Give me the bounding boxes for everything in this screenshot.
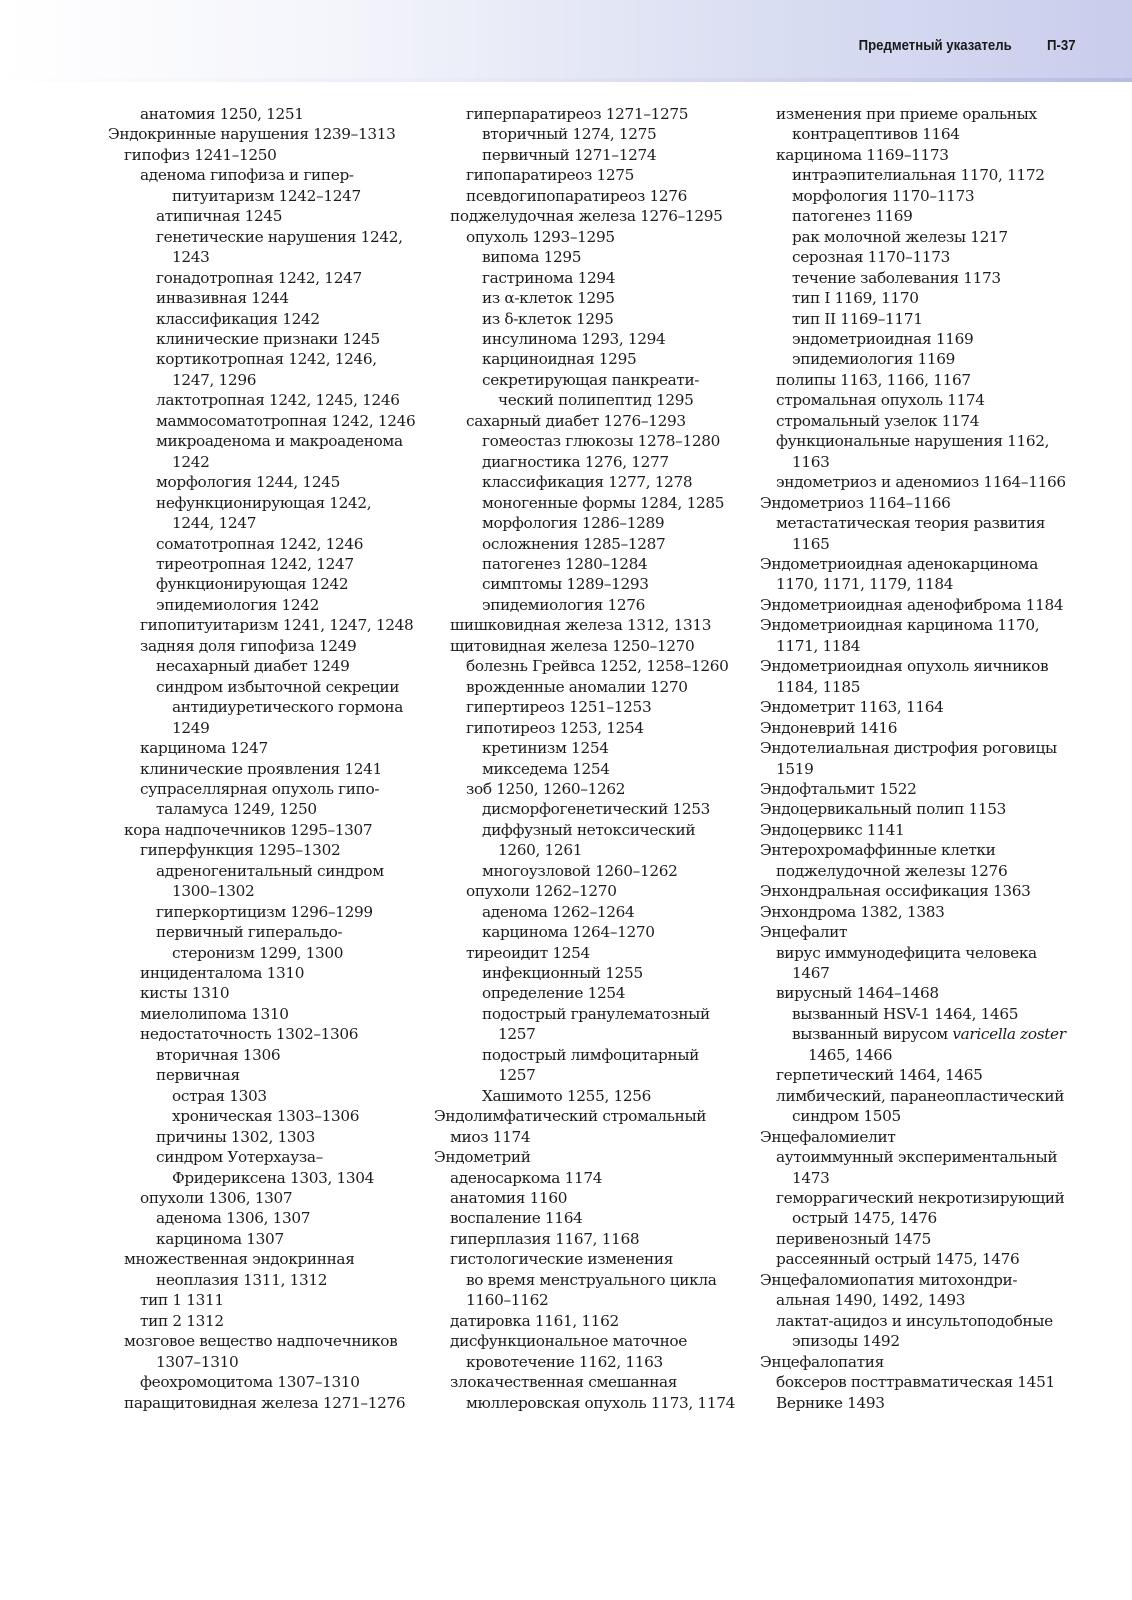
index-entry: эндометриоидная 1169 xyxy=(792,329,974,348)
index-entry: Хашимото 1255, 1256 xyxy=(482,1086,652,1105)
index-entry: дисфункциональное маточное xyxy=(450,1332,687,1351)
index-heading: Энтерохромаффинные клетки xyxy=(760,841,996,860)
index-entry: клинические проявления 1241 xyxy=(140,759,382,778)
page-number: П-37 xyxy=(1047,36,1076,54)
index-entry: морфология 1286–1289 xyxy=(482,514,665,533)
index-entry: карциноидная 1295 xyxy=(482,350,637,369)
index-entry: перивенозный 1475 xyxy=(776,1229,932,1248)
index-entry: метастатическая теория развития xyxy=(776,514,1046,533)
index-entry: гипертиреоз 1251–1253 xyxy=(466,698,652,717)
index-entry: нефункционирующая 1242, xyxy=(156,493,372,512)
index-entry: гипофиз 1241–1250 xyxy=(124,145,277,164)
index-entry: морфология 1244, 1245 xyxy=(156,473,340,492)
index-entry: микроаденома и макроаденома xyxy=(156,432,403,451)
index-entry: кисты 1310 xyxy=(140,984,230,1003)
index-column-3 xyxy=(760,104,1106,1413)
index-entry: стромальная опухоль 1174 xyxy=(776,391,985,410)
index-entry: гомеостаз глюкозы 1278–1280 xyxy=(482,432,720,451)
index-entry: гиперплазия 1167, 1168 xyxy=(450,1229,640,1248)
index-entry: гипопитуитаризм 1241, 1247, 1248 xyxy=(140,616,414,635)
index-entry: вторичный 1274, 1275 xyxy=(482,125,657,144)
index-entry: изменения при приеме оральных xyxy=(776,105,1037,123)
index-entry: 1249 xyxy=(172,718,210,737)
index-entry: рак молочной железы 1217 xyxy=(792,227,1008,246)
index-heading: Эндометриоидная аденофиброма 1184 xyxy=(760,595,1064,614)
index-entry: 1184, 1185 xyxy=(776,677,861,696)
index-entry: 1465, 1466 xyxy=(808,1045,893,1064)
index-entry: 1247, 1296 xyxy=(172,370,257,389)
index-entry: функциональные нарушения 1162, xyxy=(776,432,1050,451)
index-entry: осложнения 1285–1287 xyxy=(482,534,666,553)
index-entry: стеронизм 1299, 1300 xyxy=(172,943,344,962)
index-entry: патогенез 1280–1284 xyxy=(482,554,648,573)
index-entry: недостаточность 1302–1306 xyxy=(140,1025,359,1044)
index-entry: эпидемиология 1242 xyxy=(156,595,320,614)
index-entry: вторичная 1306 xyxy=(156,1045,281,1064)
index-entry: кровотечение 1162, 1163 xyxy=(466,1352,663,1371)
index-entry: воспаление 1164 xyxy=(450,1209,583,1228)
index-entry: опухоли 1306, 1307 xyxy=(140,1189,293,1208)
index-entry: из δ-клеток 1295 xyxy=(482,309,614,328)
index-entry: опухоль 1293–1295 xyxy=(466,227,615,246)
index-heading: Эндоневрий 1416 xyxy=(760,718,898,737)
index-entry: тип 1 1311 xyxy=(140,1291,224,1310)
index-heading: Энцефаломиопатия митохондри- xyxy=(760,1270,1018,1289)
index-entry: вирусный 1464–1468 xyxy=(776,984,939,1003)
index-entry: супраселлярная опухоль гипо- xyxy=(140,779,380,798)
index-entry: многоузловой 1260–1262 xyxy=(482,861,678,880)
index-entry: поджелудочной железы 1276 xyxy=(776,861,1008,880)
index-entry: мюллеровская опухоль 1173, 1174 xyxy=(466,1393,735,1412)
index-entry: патогенез 1169 xyxy=(792,207,913,226)
index-entry: множественная эндокринная xyxy=(124,1250,355,1269)
index-entry: диффузный нетоксический xyxy=(482,820,696,839)
index-entry: поджелудочная железа 1276–1295 xyxy=(450,207,723,226)
index-entry: сахарный диабет 1276–1293 xyxy=(466,411,686,430)
index-entry: 1467 xyxy=(792,964,830,983)
index-entry: тиреотропная 1242, 1247 xyxy=(156,554,354,573)
index-entry: синдром избыточной секреции xyxy=(156,677,400,696)
index-heading: Эндометриоз 1164–1166 xyxy=(760,493,951,512)
index-entry: 1257 xyxy=(498,1025,536,1044)
index-entry: клинические признаки 1245 xyxy=(156,329,380,348)
index-entry: боксеров посттравматическая 1451 xyxy=(776,1373,1055,1392)
index-entry: миоз 1174 xyxy=(450,1127,531,1146)
index-entry: моногенные формы 1284, 1285 xyxy=(482,493,725,512)
index-entry: инсулинома 1293, 1294 xyxy=(482,329,666,348)
index-entry: секретирующая панкреати- xyxy=(482,370,700,389)
index-entry: карцинома 1247 xyxy=(140,739,268,758)
index-entry: эндометриоз и аденомиоз 1164–1166 xyxy=(776,473,1066,492)
index-entry: симптомы 1289–1293 xyxy=(482,575,649,594)
page-header xyxy=(859,33,1076,57)
index-entry: таламуса 1249, 1250 xyxy=(156,800,317,819)
index-entry: врожденные аномалии 1270 xyxy=(466,677,688,696)
index-entry: контрацептивов 1164 xyxy=(792,125,960,144)
index-entry: гонадотропная 1242, 1247 xyxy=(156,268,362,287)
index-entry: эпидемиология 1169 xyxy=(792,350,956,369)
index-entry: маммосоматотропная 1242, 1246 xyxy=(156,411,416,430)
index-entry: 1257 xyxy=(498,1066,536,1085)
index-entry: адреногенитальный синдром xyxy=(156,861,384,880)
index-entry: антидиуретического гормона xyxy=(172,698,404,717)
index-entry: стромальный узелок 1174 xyxy=(776,411,980,430)
index-entry: гастринома 1294 xyxy=(482,268,616,287)
index-entry: кора надпочечников 1295–1307 xyxy=(124,820,373,839)
index-entry: шишковидная железа 1312, 1313 xyxy=(450,616,712,635)
index-entry: атипичная 1245 xyxy=(156,207,283,226)
index-entry: эпидемиология 1276 xyxy=(482,595,646,614)
index-entry: 1244, 1247 xyxy=(172,514,257,533)
index-entry: неоплазия 1311, 1312 xyxy=(156,1270,328,1289)
index-heading: Эндометриоидная опухоль яичников xyxy=(760,657,1049,676)
index-entry: причины 1302, 1303 xyxy=(156,1127,316,1146)
index-entry: 1300–1302 xyxy=(172,882,255,901)
index-entry: диагностика 1276, 1277 xyxy=(482,452,669,471)
index-entry: 1307–1310 xyxy=(156,1352,239,1371)
index-entry: випома 1295 xyxy=(482,248,582,267)
index-entry: 1243 xyxy=(172,248,210,267)
index-entry: 1171, 1184 xyxy=(776,636,861,655)
index-entry: инциденталома 1310 xyxy=(140,964,305,983)
index-entry: Фридериксена 1303, 1304 xyxy=(172,1168,375,1187)
index-entry: определение 1254 xyxy=(482,984,626,1003)
index-entry: эпизоды 1492 xyxy=(792,1332,900,1351)
index-entry: первичная xyxy=(156,1066,240,1085)
index-entry: ческий полипептид 1295 xyxy=(498,391,694,410)
index-entry: миелолипома 1310 xyxy=(140,1004,289,1023)
index-entry: серозная 1170–1173 xyxy=(792,248,950,267)
index-entry: течение заболевания 1173 xyxy=(792,268,1001,287)
header-divider xyxy=(0,78,1132,82)
index-entry: аденосаркома 1174 xyxy=(450,1168,603,1187)
index-entry: щитовидная железа 1250–1270 xyxy=(450,636,695,655)
index-entry: болезнь Грейвса 1252, 1258–1260 xyxy=(466,657,729,676)
index-heading: Энцефалит xyxy=(760,923,848,942)
index-entry: первичный гиперальдо- xyxy=(156,923,343,942)
index-entry: Вернике 1493 xyxy=(776,1393,885,1412)
index-heading: Эндометрит 1163, 1164 xyxy=(760,698,944,717)
index-entry: альная 1490, 1492, 1493 xyxy=(776,1291,966,1310)
index-entry: гиперфункция 1295–1302 xyxy=(140,841,341,860)
index-entry: подострый гранулематозный xyxy=(482,1004,710,1023)
index-entry: первичный 1271–1274 xyxy=(482,145,657,164)
index-entry: аутоиммунный экспериментальный xyxy=(776,1148,1058,1167)
index-entry: вызванный HSV-1 1464, 1465 xyxy=(792,1004,1019,1023)
index-entry: дисморфогенетический 1253 xyxy=(482,800,710,819)
index-entry: аденома 1262–1264 xyxy=(482,902,635,921)
index-entry: 1242 xyxy=(172,452,210,471)
index-entry: тип 2 1312 xyxy=(140,1311,224,1330)
index-entry: мозговое вещество надпочечников xyxy=(124,1332,398,1351)
index-entry: лактотропная 1242, 1245, 1246 xyxy=(156,391,400,410)
index-entry: синдром 1505 xyxy=(792,1107,901,1126)
index-entry: классификация 1242 xyxy=(156,309,320,328)
index-entry: задняя доля гипофиза 1249 xyxy=(140,636,357,655)
index-entry: паращитовидная железа 1271–1276 xyxy=(124,1393,406,1412)
index-entry: карцинома 1264–1270 xyxy=(482,923,655,942)
index-entry: соматотропная 1242, 1246 xyxy=(156,534,364,553)
index-heading: Эндометриоидная карцинома 1170, xyxy=(760,616,1040,635)
index-entry: рассеянный острый 1475, 1476 xyxy=(776,1250,1020,1269)
index-entry: острый 1475, 1476 xyxy=(792,1209,937,1228)
index-entry: генетические нарушения 1242, xyxy=(156,227,403,246)
index-entry: 1473 xyxy=(792,1168,830,1187)
index-entry: зоб 1250, 1260–1262 xyxy=(466,779,626,798)
index-entry: 1260, 1261 xyxy=(498,841,583,860)
index-entry: микседема 1254 xyxy=(482,759,610,778)
index-entry: тип I 1169, 1170 xyxy=(792,289,919,308)
index-entry: аденома гипофиза и гипер- xyxy=(140,166,354,185)
index-entry: 1519 xyxy=(776,759,814,778)
index-heading: Эндометрий xyxy=(434,1148,531,1167)
index-entry: классификация 1277, 1278 xyxy=(482,473,693,492)
index-entry: гистологические изменения xyxy=(450,1250,674,1269)
index-entry: вирус иммунодефицита человека xyxy=(776,943,1037,962)
index-entry: подострый лимфоцитарный xyxy=(482,1045,700,1064)
index-entry: датировка 1161, 1162 xyxy=(450,1311,619,1330)
index-entry: геморрагический некротизирующий xyxy=(776,1189,1065,1208)
index-entry: псевдогипопаратиреоз 1276 xyxy=(466,186,687,205)
index-entry: полипы 1163, 1166, 1167 xyxy=(776,370,971,389)
index-entry: питуитаризм 1242–1247 xyxy=(172,186,361,205)
index-entry: феохромоцитома 1307–1310 xyxy=(140,1373,360,1392)
index-entry: гипотиреоз 1253, 1254 xyxy=(466,718,644,737)
index-heading: Энцефалопатия xyxy=(760,1352,884,1371)
index-entry: кретинизм 1254 xyxy=(482,739,609,758)
index-entry: тиреоидит 1254 xyxy=(466,943,590,962)
index-entry: 1160–1162 xyxy=(466,1291,549,1310)
index-entry: из α-клеток 1295 xyxy=(482,289,615,308)
index-heading: Эндоцервикальный полип 1153 xyxy=(760,800,1007,819)
index-entry: инфекционный 1255 xyxy=(482,964,643,983)
index-entry: во время менструального цикла xyxy=(466,1270,717,1289)
index-entry: карцинома 1169–1173 xyxy=(776,145,949,164)
index-entry: хроническая 1303–1306 xyxy=(172,1107,360,1126)
index-entry: карцинома 1307 xyxy=(156,1229,284,1248)
index-entry: анатомия 1250, 1251 xyxy=(140,105,304,123)
index-entry: герпетический 1464, 1465 xyxy=(776,1066,983,1085)
index-entry: опухоли 1262–1270 xyxy=(466,882,617,901)
index-entry: острая 1303 xyxy=(172,1086,267,1105)
index-heading: Эндотелиальная дистрофия роговицы xyxy=(760,739,1057,758)
index-entry: морфология 1170–1173 xyxy=(792,186,975,205)
index-heading: Энхондрома 1382, 1383 xyxy=(760,902,945,921)
index-heading: Энцефаломиелит xyxy=(760,1127,896,1146)
index-entry: несахарный диабет 1249 xyxy=(156,657,350,676)
index-entry: анатомия 1160 xyxy=(450,1189,568,1208)
index-entry: интраэпителиальная 1170, 1172 xyxy=(792,166,1045,185)
index-entry: аденома 1306, 1307 xyxy=(156,1209,311,1228)
index-heading: Эндокринные нарушения 1239–1313 xyxy=(108,125,396,144)
index-entry: вызванный вирусом varicella zoster xyxy=(792,1025,1066,1044)
index-entry: 1163 xyxy=(792,452,830,471)
index-entry: лимбический, паранеопластический xyxy=(776,1086,1065,1105)
index-column-2 xyxy=(434,104,780,1413)
index-entry: злокачественная смешанная xyxy=(450,1373,678,1392)
index-heading: Эндолимфатический стромальный xyxy=(434,1107,707,1126)
index-entry: 1170, 1171, 1179, 1184 xyxy=(776,575,954,594)
index-entry: 1165 xyxy=(792,534,830,553)
index-entry: гипопаратиреоз 1275 xyxy=(466,166,635,185)
index-heading: Эндофтальмит 1522 xyxy=(760,779,917,798)
index-entry: лактат-ацидоз и инсультоподобные xyxy=(776,1311,1053,1330)
index-entry: синдром Уотерхауза– xyxy=(156,1148,323,1167)
index-entry: тип II 1169–1171 xyxy=(792,309,923,328)
index-entry: гиперпаратиреоз 1271–1275 xyxy=(466,105,689,123)
index-entry: кортикотропная 1242, 1246, xyxy=(156,350,377,369)
page-title: Предметный указатель xyxy=(859,36,1013,54)
index-entry: функционирующая 1242 xyxy=(156,575,349,594)
index-heading: Эндометриоидная аденокарцинома xyxy=(760,554,1039,573)
index-column-1 xyxy=(108,104,454,1413)
index-entry: гиперкортицизм 1296–1299 xyxy=(156,902,373,921)
index-heading: Эндоцервикс 1141 xyxy=(760,820,905,839)
index-heading: Энхондральная оссификация 1363 xyxy=(760,882,1031,901)
index-entry: инвазивная 1244 xyxy=(156,289,289,308)
